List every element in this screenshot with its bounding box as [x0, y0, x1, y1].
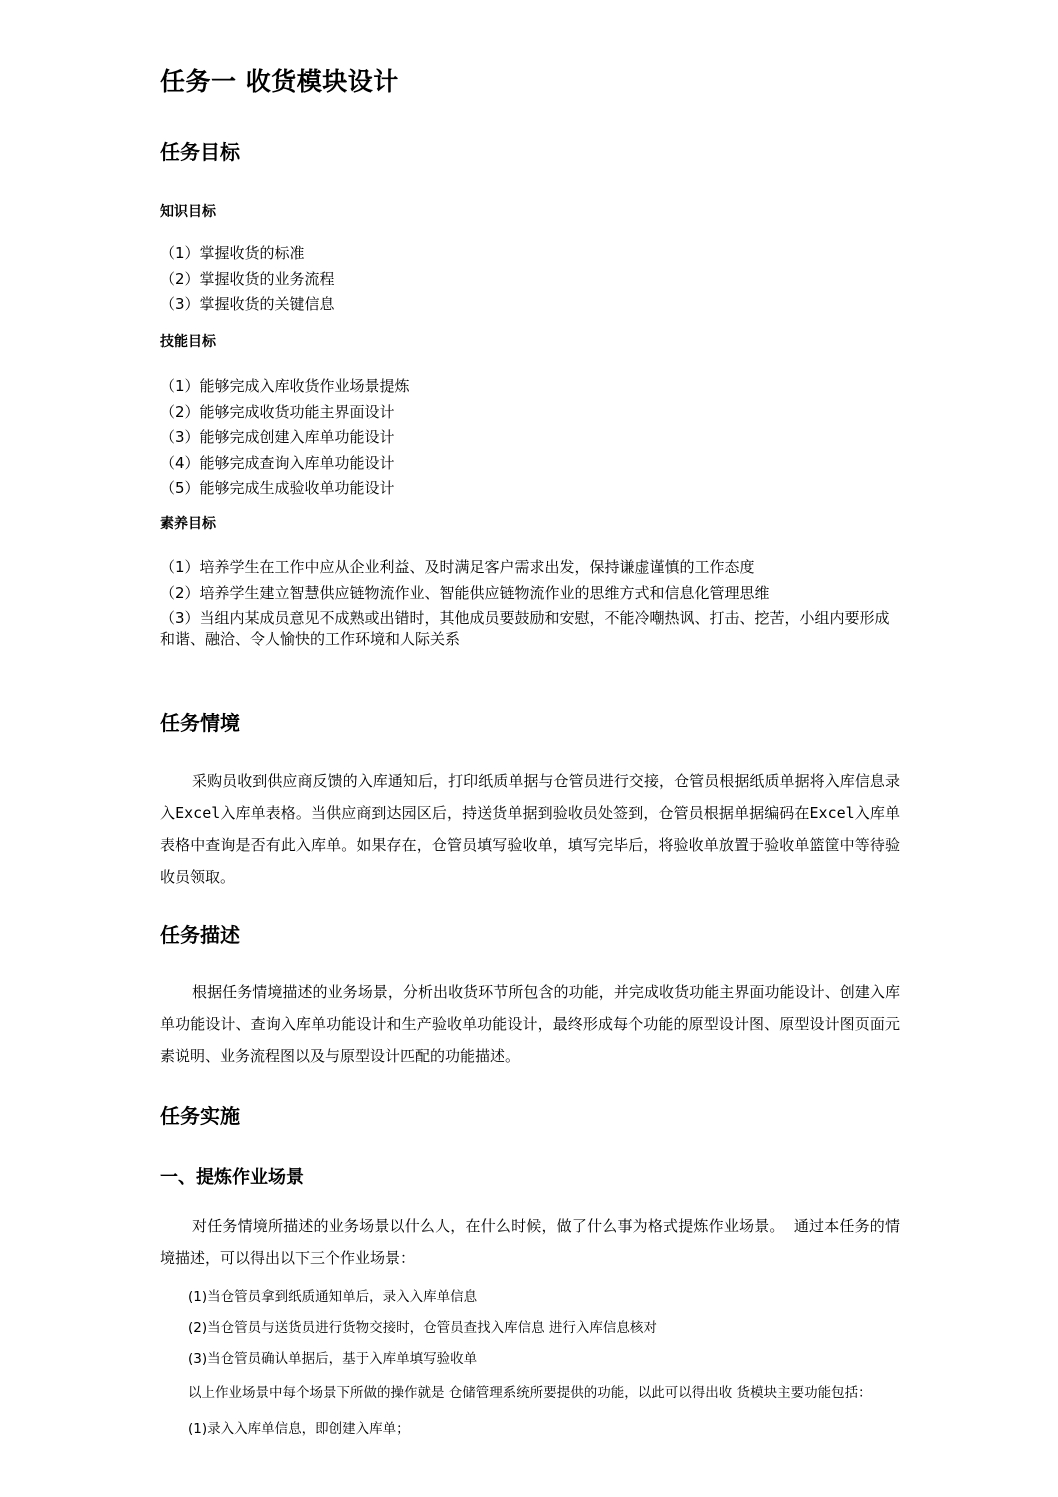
objectives-heading: 任务目标: [160, 140, 240, 164]
situation-heading: 任务情境: [160, 711, 240, 735]
skills-list: [160, 374, 410, 502]
skills-heading: 技能目标: [160, 334, 216, 350]
list-item: （2）能够完成收货功能主界面设计: [160, 402, 395, 421]
situation-paragraph: 采购员收到供应商反馈的入库通知后，打印纸质单据与仓管员进行交接，仓管员根据纸质单据将入库信息录入Excel入库单表格。当供应商到达园区后，持送货单据到验收员处签到，仓管员根据单据编码在Excel入库单表格中查询是否有此入库单。如果存在，仓管员填写验收单，填写完毕后，将验收单放置于验收单篮筐中等待验收员领取。: [160, 772, 900, 886]
list-item: （3）能够完成创建入库单功能设计: [160, 428, 395, 446]
list-item: （2）培养学生建立智慧供应链物流作业、智能供应链物流作业的思维方式和信息化管理思维: [160, 583, 770, 602]
list-item: (2)当仓管员与送货员进行货物交接时，仓管员查找入库信息 进行入库信息核对: [188, 1320, 657, 1336]
list-item: （1）能够完成入库收货作业场景提炼: [160, 377, 410, 395]
list-item: (1)录入入库单信息，即创建入库单；: [188, 1421, 410, 1437]
list-item: (1)当仓管员拿到纸质通知单后，录入入库单信息: [188, 1289, 478, 1305]
section-intro-paragraph: 对任务情境所描述的业务场景以什么人，在什么时候，做了什么事为格式提炼作业场景。 通过本任务的情境描述，可以得出以下三个作业场景：: [160, 1217, 900, 1267]
list-item: （3）当组内某成员意见不成熟或出错时，其他成员要鼓励和安慰，不能冷嘲热讽、打击、挖苦，小组内要形成和谐、融洽、令人愉快的工作环境和人际关系: [160, 609, 890, 648]
knowledge-heading: 知识目标: [160, 204, 216, 220]
list-item: （5）能够完成生成验收单功能设计: [160, 479, 395, 497]
description-heading: 任务描述: [160, 923, 240, 947]
function-list: [188, 1414, 410, 1445]
description-paragraph: 根据任务情境描述的业务场景，分析出收货环节所包含的功能，并完成收货功能主界面功能设计、创建入库单功能设计、查询入库单功能设计和生产验收单功能设计，最终形成每个功能的原型设计图、原型设计图页面元素说明、业务流程图以及与原型设计匹配的功能描述。: [160, 983, 900, 1065]
list-item: （2）掌握收货的业务流程: [160, 269, 335, 288]
list-item: (3)当仓管员确认单据后，基于入库单填写验收单: [188, 1351, 478, 1367]
literacy-list: [160, 555, 770, 606]
section-heading: 一、提炼作业场景: [160, 1167, 304, 1188]
list-item: （4）能够完成查询入库单功能设计: [160, 453, 395, 472]
list-item: （1）培养学生在工作中应从企业利益、及时满足客户需求出发，保持谦虚谨慎的工作态度: [160, 558, 755, 576]
summary-text: 以上作业场景中每个场景下所做的操作就是 仓储管理系统所要提供的功能，以此可以得出收 货模块主要功能包括：: [188, 1385, 872, 1401]
scene-list: [188, 1282, 657, 1375]
knowledge-list: [160, 241, 335, 318]
literacy-heading: 素养目标: [160, 516, 216, 532]
list-item: （3）掌握收货的关键信息: [160, 295, 335, 313]
implementation-heading: 任务实施: [160, 1104, 240, 1128]
page-title: 任务一 收货模块设计: [160, 67, 399, 96]
list-item: （1）掌握收货的标准: [160, 244, 305, 262]
